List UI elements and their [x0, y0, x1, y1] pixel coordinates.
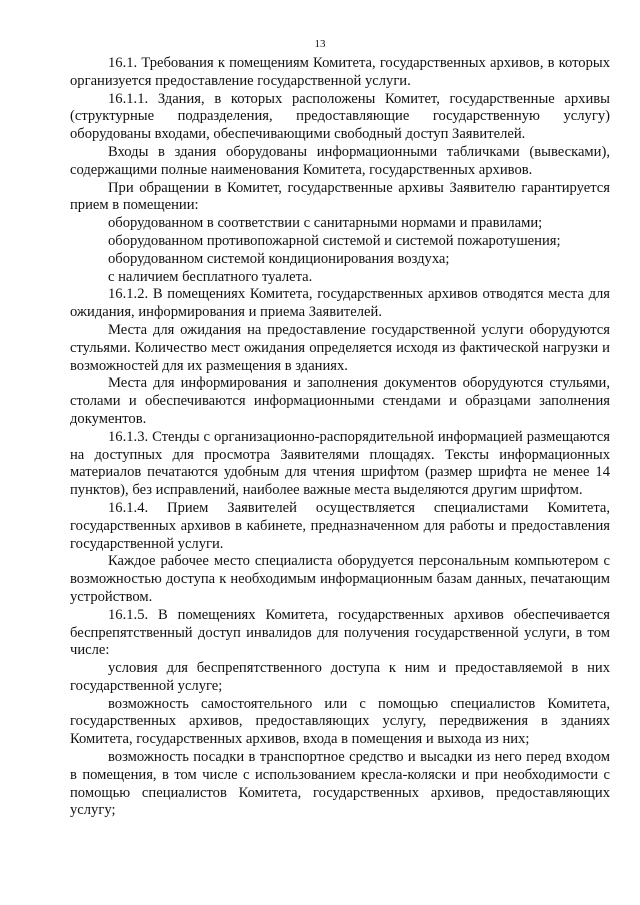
- page-number: 13: [314, 38, 326, 50]
- paragraph-16-1: 16.1. Требования к помещениям Комитета, государственных архивов, в которых организуется предоставление государственной услуги.: [70, 55, 610, 89]
- list-item-air-conditioning: оборудованном системой кондиционирования воздуха;: [108, 250, 450, 267]
- paragraph-information-places: Места для информирования и заполнения документов оборудуются стульями, столами и обеспечиваются информационными стендами и образцами заполнения документов.: [70, 375, 610, 427]
- list-item-movement: возможность самостоятельного или с помощью специалистов Комитета, государственных архивов, предоставляющих услугу, передвижения в зданиях Комитета, государственных архивов, входа в помещения и выхода из них;: [70, 695, 610, 748]
- paragraph-16-1-1: 16.1.1. Здания, в которых расположены Комитет, государственные архивы (структурные подразделения, предоставляющие государственную услугу) оборудованы входами, обеспечивающими свободный доступ Заявителей.: [70, 90, 610, 143]
- paragraph-16-1-2: 16.1.2. В помещениях Комитета, государственных архивов отводятся места для ожидания, информирования и приема Заявителей.: [70, 286, 610, 321]
- paragraph-16-1-4: 16.1.4. Прием Заявителей осуществляется специалистами Комитета, государственных архивов в кабинете, предназначенном для работы и предоставления государственной услуги.: [70, 499, 610, 552]
- list-item-sanitary: оборудованном в соответствии с санитарными нормами и правилами;: [108, 215, 543, 232]
- list-item-toilet: с наличием бесплатного туалета.: [108, 268, 313, 285]
- paragraph-waiting-places: Места для ожидания на предоставление государственной услуги оборудуются стульями. Количество мест ожидания определяется исходя из фактической нагрузки и возможностей для их размещения в зданиях.: [70, 321, 610, 374]
- paragraph-entrances: Входы в здания оборудованы информационными табличками (вывесками), содержащими полные наименования Комитета, государственных архивов.: [70, 143, 610, 178]
- list-item-fire-safety: оборудованном противопожарной системой и системой пожаротушения;: [108, 232, 561, 249]
- list-item-transport: возможность посадки в транспортное средство и высадки из него перед входом в помещения, в том числе с использованием кресла-коляски и при необходимости с помощью специалистов Комитета, государственных архивов, предоставляющих услугу;: [70, 749, 610, 819]
- paragraph-16-1-5: 16.1.5. В помещениях Комитета, государственных архивов обеспечивается беспрепятственный доступ инвалидов для получения государственной услуги, в том числе:: [70, 606, 610, 659]
- list-item-access-conditions: условия для беспрепятственного доступа к ним и предоставляемой в них государственной услуге;: [70, 660, 610, 694]
- document-body: [70, 55, 610, 820]
- paragraph-workplace: Каждое рабочее место специалиста оборудуется персональным компьютером с возможностью доступа к необходимым информационным базам данных, печатающим устройством.: [70, 553, 610, 605]
- paragraph-16-1-3: 16.1.3. Стенды с организационно-распорядительной информацией размещаются на доступных для просмотра Заявителями площадях. Тексты информационных материалов печатаются удобным для чтения шрифтом (размер шрифта не менее 14 пунктов), без исправлений, наиболее важные места выделяются другим шрифтом.: [70, 428, 610, 499]
- paragraph-reception-guarantee: При обращении в Комитет, государственные архивы Заявителю гарантируется прием в помещении:: [70, 179, 610, 214]
